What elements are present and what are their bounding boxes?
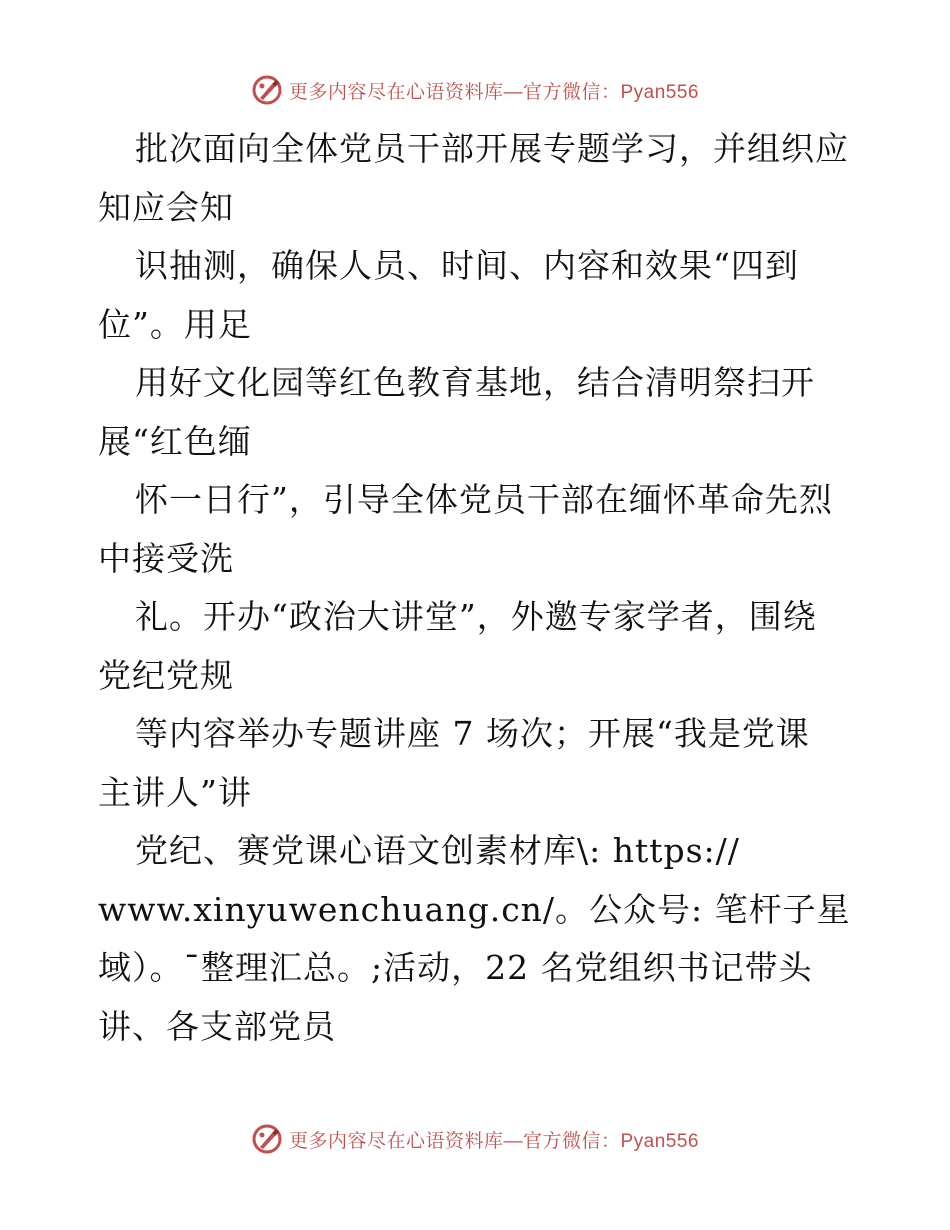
text-line: 中接受洗 <box>98 538 234 578</box>
text-line: 等内容举办专题讲座 7 场次；开展“我是党课 <box>135 714 810 753</box>
document-body <box>98 120 858 1056</box>
text-line: 展“红色缅 <box>98 421 252 461</box>
text-line: 知应会知 <box>98 187 234 227</box>
text-line: 怀一日行”，引导全体党员干部在缅怀革命先烈 <box>135 480 833 519</box>
header-banner-text: 更多内容尽在心语资料库—官方微信：Pyan556 <box>288 81 699 103</box>
pen-seal-logo-icon <box>251 74 283 106</box>
text-line: 党纪党规 <box>98 655 234 695</box>
text-line: 批次面向全体党员干部开展专题学习，并组织应 <box>135 129 849 168</box>
text-line: 主讲人”讲 <box>98 772 252 812</box>
text-line: 党纪、赛党课心语文创素材库\: https:// <box>135 831 740 870</box>
text-line: www.xinyuwenchuang.cn/。公众号: 笔杆子星 <box>98 889 851 929</box>
text-line: 位”。用足 <box>98 304 252 344</box>
text-line: 礼。开办“政治大讲堂”，外邀专家学者，围绕 <box>135 597 817 636</box>
page-header-banner <box>0 72 950 108</box>
text-line: 讲、各支部党员 <box>98 1006 336 1046</box>
pen-seal-logo-icon <box>251 1123 283 1155</box>
text-line: 域）。¯整理汇总。;活动，22 名党组织书记带头 <box>98 948 813 987</box>
page-footer-banner <box>0 1121 950 1157</box>
footer-banner-text: 更多内容尽在心语资料库—官方微信：Pyan556 <box>288 1130 699 1152</box>
text-line: 识抽测，确保人员、时间、内容和效果“四到 <box>135 246 799 285</box>
text-line: 用好文化园等红色教育基地，结合清明祭扫开 <box>135 363 815 402</box>
